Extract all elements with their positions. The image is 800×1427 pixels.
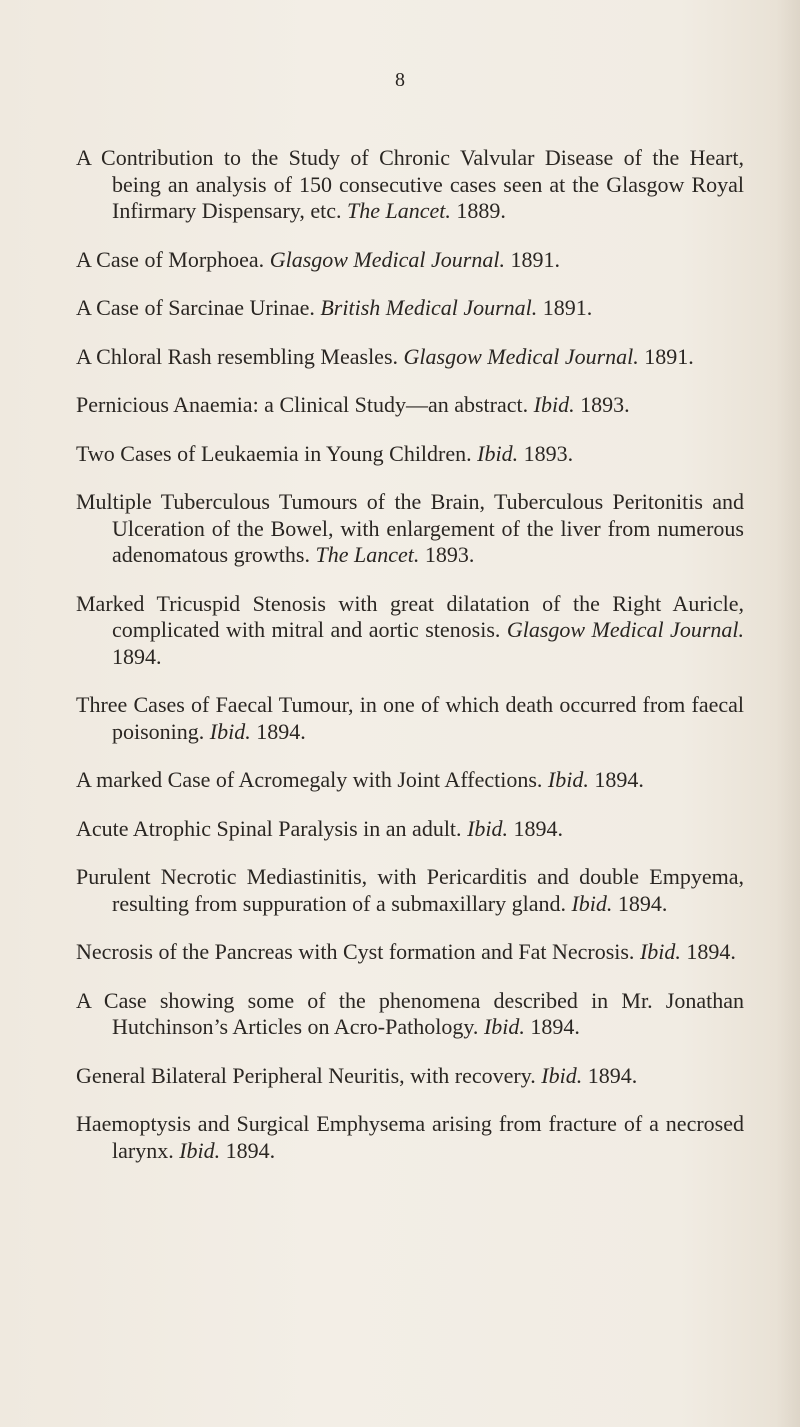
entry-title: Three Cases of Faecal Tumour, in one of which death occurred from faecal poisoning. [76,692,744,744]
entry-title: A Contribution to the Study of Chronic Valvular Disease of the Heart, being an analysis of 150 consecutive cases seen at the Glasgow Royal Infirmary Dispensary, etc. [76,145,744,223]
bibliography-list [76,123,744,1180]
entry-journal: Ibid. [547,767,589,792]
entry-journal: Glasgow Medical Journal. [403,343,639,369]
bibliography-entry [76,591,744,671]
entry-title: A Chloral Rash resembling Measles. [76,343,399,369]
bibliography-entry [76,344,744,371]
entry-title: Purulent Necrotic Mediastinitis, with Pericarditis and double Empyema, resulting from suppuration of a submaxillary gland. [76,864,744,916]
entry-journal: Ibid. [639,939,681,964]
entry-year: 1893. [580,392,630,417]
bibliography-entry [76,1111,744,1164]
entry-title: Acute Atrophic Spinal Paralysis in an adult. [76,815,462,841]
entry-title: Marked Tricuspid Stenosis with great dilatation of the Right Auricle, complicated with mitral and aortic stenosis. [76,590,744,642]
entry-journal: Ibid. [477,440,519,466]
entry-title: A Case of Morphoea. [76,246,265,272]
page-number: 8 [395,69,405,91]
entry-year: 1891. [510,246,560,272]
entry-journal: Glasgow Medical Journal. [269,246,505,272]
entry-year: 1893. [424,542,475,567]
entry-journal: The Lancet. [347,198,451,223]
bibliography-entry [76,767,744,794]
entry-journal: British Medical Journal. [320,295,538,320]
entry-journal: Ibid. [467,815,509,841]
bibliography-entry [76,816,744,843]
entry-year: 1894. [513,815,564,841]
entry-title: General Bilateral Peripheral Neuritis, with recovery. [76,1062,536,1088]
bibliography-entry [76,441,744,468]
bibliography-entry [76,392,744,419]
entry-title: Pernicious Anaemia: a Clinical Study—an abstract. [76,392,529,417]
entry-year: 1894. [112,643,162,669]
bibliography-entry [76,489,744,569]
bibliography-entry [76,939,744,966]
entry-title: Two Cases of Leukaemia in Young Children. [76,440,472,466]
bibliography-entry [76,145,744,225]
entry-year: 1891. [644,343,694,369]
entry-year: 1894. [617,890,668,916]
entry-year: 1889. [456,198,506,223]
entry-journal: Ibid. [179,1137,221,1163]
bibliography-entry [76,988,744,1041]
entry-title: Necrosis of the Pancreas with Cyst formation and Fat Necrosis. [76,939,635,964]
entry-title: A marked Case of Acromegaly with Joint Affections. [76,767,543,792]
entry-year: 1894. [225,1137,276,1163]
entry-journal: The Lancet. [315,542,420,567]
entry-journal: Ibid. [209,718,251,744]
entry-year: 1894. [256,718,306,744]
bibliography-entry [76,692,744,745]
entry-journal: Glasgow Medical Journal. [506,617,744,642]
entry-year: 1894. [594,767,644,792]
entry-title: A Case showing some of the phenomena described in Mr. Jonathan Hutchinson’s Articles on Acro-Pathology. [76,987,744,1039]
entry-title: Haemoptysis and Surgical Emphysema arising from fracture of a necrosed larynx. [76,1111,744,1163]
entry-title: Multiple Tuberculous Tumours of the Brain, Tuberculous Peritonitis and Ulceration of the Bowel, with enlargement of the liver from numerous adenomatous growths. [76,489,744,567]
entry-year: 1893. [523,440,574,466]
entry-year: 1894. [686,939,736,964]
entry-year: 1894. [587,1062,638,1088]
bibliography-entry [76,1063,744,1090]
bibliography-entry [76,247,744,274]
entry-journal: Ibid. [533,392,575,417]
entry-year: 1894. [530,1014,580,1039]
entry-year: 1891. [542,295,593,320]
entry-journal: Ibid. [483,1014,525,1039]
bibliography-entry [76,864,744,917]
entry-title: A Case of Sarcinae Urinae. [76,295,315,320]
entry-journal: Ibid. [541,1062,583,1088]
entry-journal: Ibid. [571,890,613,916]
bibliography-entry [76,295,744,322]
